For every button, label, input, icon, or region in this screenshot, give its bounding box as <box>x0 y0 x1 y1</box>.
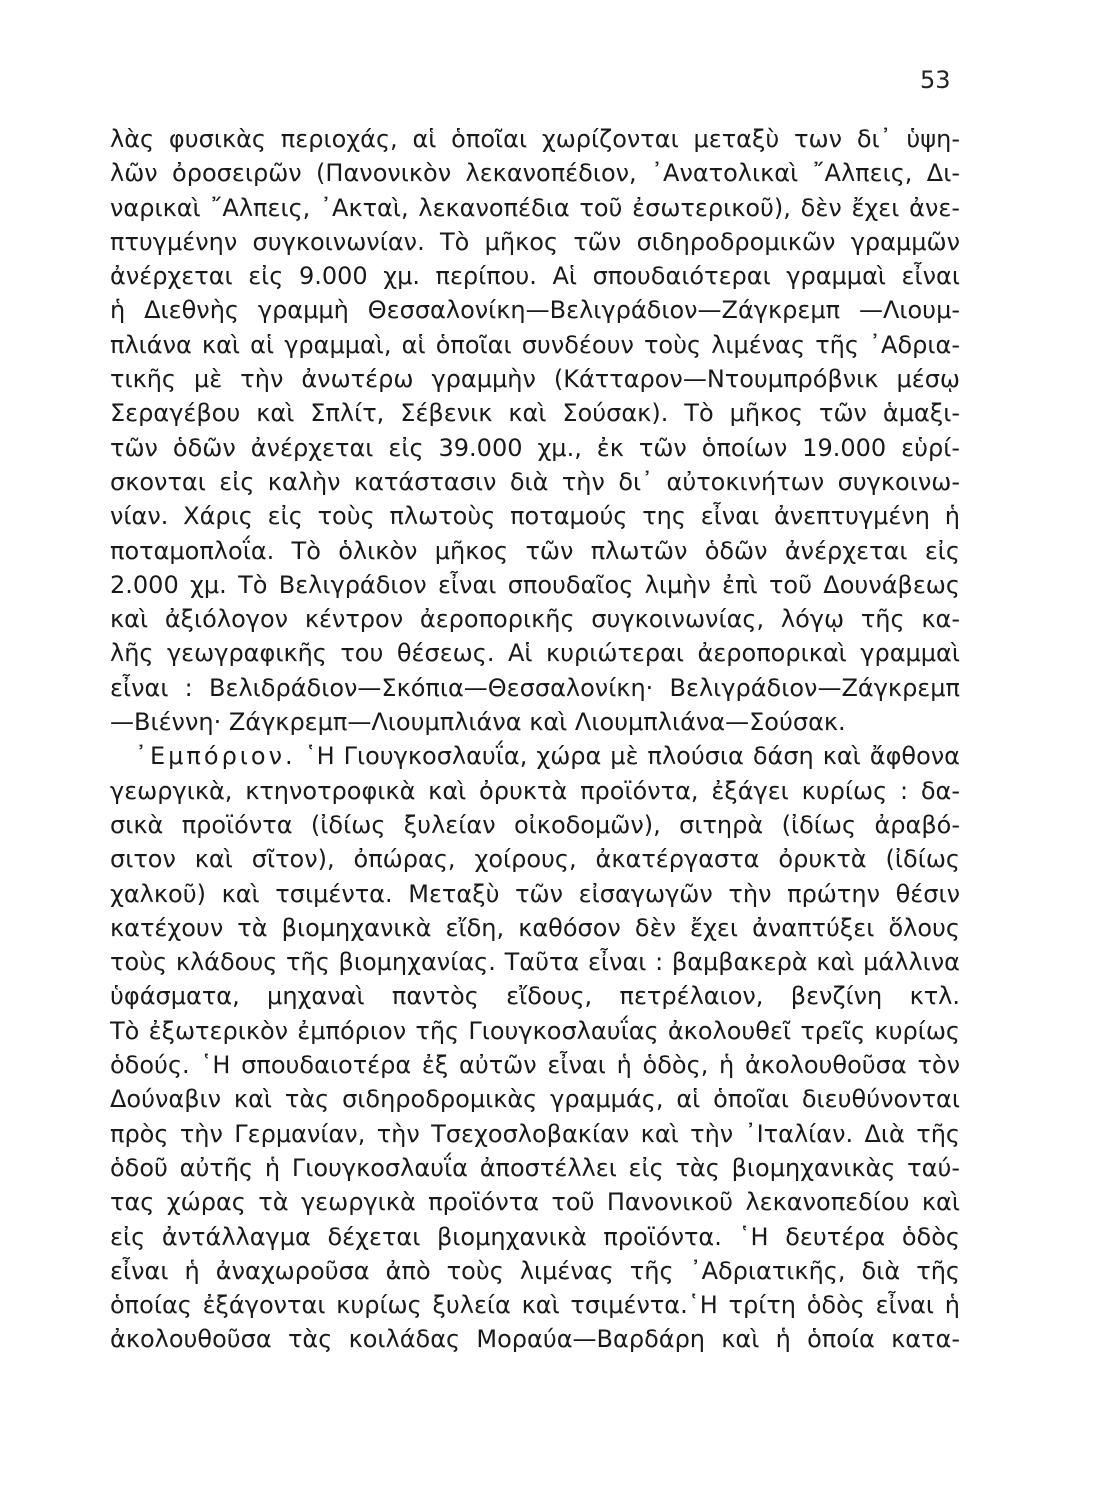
page-number: 53 <box>920 66 951 94</box>
text-line: κατέχουν τὰ βιομηχανικὰ εἴδη, καθόσον δὲν ἔχει ἀναπτύξει ὅλους <box>110 913 960 942</box>
section-heading-emporion: ᾿Εμπόριον. <box>135 742 296 771</box>
text-line: νίαν. Χάρις εἰς τοὺς πλωτοὺς ποταμούς της εἶναι ἀνεπτυγμένη ἡ <box>110 502 960 531</box>
text-line: ὁδοῦ αὐτῆς ἡ Γιουγκοσλαυΐα ἀποστέλλει εἰς τὰς βιομηχανικὰς ταύ- <box>110 1153 960 1182</box>
text-line: ὁποίας ἐξάγονται κυρίως ξυλεία καὶ τσιμέντα.῾Η τρίτη ὁδὸς εἶναι ἡ <box>110 1291 960 1320</box>
text-line: Τὸ ἐξωτερικὸν ἐμπόριον τῆς Γιουγκοσλαυΐας ἀκολουθεῖ τρεῖς κυρίως <box>110 1016 960 1045</box>
text-line: ἡ Διεθνὴς γραμμὴ Θεσσαλονίκη—Βελιγράδιον—Ζάγκρεμπ —Λιουμ- <box>110 296 960 325</box>
text-line: τῶν ὁδῶν ἀνέρχεται εἰς 39.000 χμ., ἐκ τῶν ὁποίων 19.000 εὑρί- <box>110 433 960 462</box>
text-line: ἀκολουθοῦσα τὰς κοιλάδας Μοραύα—Βαρδάρη καὶ ἡ ὁποία κατα- <box>110 1325 960 1354</box>
text-line: σιτον καὶ σῖτον), ὀπώρας, χοίρους, ἀκατέργαστα ὀρυκτὰ (ἰδίως <box>110 845 960 874</box>
text-line: λῶν ὀροσειρῶν (Πανονικὸν λεκανοπέδιον, ᾿Ανατολικαὶ ῎Αλπεις, Δι- <box>110 159 960 188</box>
text-line: τοὺς κλάδους τῆς βιομηχανίας. Ταῦτα εἶναι : βαμβακερὰ καὶ μάλλινα <box>110 948 960 977</box>
text-line: ὑφάσματα, μηχαναὶ παντὸς εἴδους, πετρέλαιον, βενζίνη κτλ. <box>110 982 960 1011</box>
text-line: λὰς φυσικὰς περιοχάς, αἱ ὁποῖαι χωρίζονται μεταξὺ των δι᾿ ὑψη- <box>110 125 960 153</box>
text-line: 2.000 χμ. Τὸ Βελιγράδιον εἶναι σπουδαῖος λιμὴν ἐπὶ τοῦ Δουνάβεως <box>110 570 960 599</box>
text-line: —Βιέννη· Ζάγκρεμπ—Λιουμπλιάνα καὶ Λιουμπλιάνα—Σούσακ. <box>110 708 846 737</box>
body-text <box>110 122 960 1357</box>
text-line: σικὰ προϊόντα (ἰδίως ξυλείαν οἰκοδομῶν), σιτηρὰ (ἰδίως ἀραβό- <box>110 810 960 839</box>
text-line: Δούναβιν καὶ τὰς σιδηροδρομικὰς γραμμάς, αἱ ὁποῖαι διευθύνονται <box>110 1085 960 1114</box>
text-line: τας χώρας τὰ γεωργικὰ προϊόντα τοῦ Πανονικοῦ λεκανοπεδίου καὶ <box>110 1188 960 1217</box>
text-line: λῆς γεωγραφικῆς του θέσεως. Αἱ κυριώτεραι ἀεροπορικαὶ γραμμαὶ <box>110 639 960 668</box>
text-line: τικῆς μὲ τὴν ἀνωτέρω γραμμὴν (Κάτταρον—Ντουμπρόβνικ μέσῳ <box>110 365 960 394</box>
text-line: σκονται εἰς καλὴν κατάστασιν διὰ τὴν δι᾿ αὐτοκινήτων συγκοινω- <box>110 467 960 496</box>
emporion-first-line <box>110 739 960 773</box>
text-line: εἶναι : Βελιδράδιον—Σκόπια—Θεσσαλονίκη· Βελιγράδιον—Ζάγκρεμπ <box>110 673 960 702</box>
text-line: γεωργικὰ, κτηνοτροφικὰ καὶ ὀρυκτὰ προϊόντα, ἐξάγει κυρίως : δα- <box>110 776 960 805</box>
text-line: καὶ ἀξιόλογον κέντρον ἀεροπορικῆς συγκοινωνίας, λόγῳ τῆς κα- <box>110 605 960 634</box>
text-line: ὁδούς. ῾Η σπουδαιοτέρα ἐξ αὐτῶν εἶναι ἡ ὁδὸς, ἡ ἀκολουθοῦσα τὸν <box>110 1051 960 1080</box>
text-line: ναρικαὶ ῎Αλπεις, ᾿Ακταὶ, λεκανοπέδια τοῦ ἐσωτερικοῦ), δὲν ἔχει ἀνε- <box>110 193 960 222</box>
text-line: ἀνέρχεται εἰς 9.000 χμ. περίπου. Αἱ σπουδαιότεραι γραμμαὶ εἶναι <box>110 262 960 291</box>
text-line: χαλκοῦ) καὶ τσιμέντα. Μεταξὺ τῶν εἰσαγωγῶν τὴν πρώτην θέσιν <box>110 879 960 908</box>
text-line: ποταμοπλοΐα. Τὸ ὁλικὸν μῆκος τῶν πλωτῶν ὁδῶν ἀνέρχεται εἰς <box>110 536 960 565</box>
text-line: εἶναι ἡ ἀναχωροῦσα ἀπὸ τοὺς λιμένας τῆς ᾿Αδριατικῆς, διὰ τῆς <box>110 1256 960 1285</box>
text-line: Σεραγέβου καὶ Σπλίτ, Σέβενικ καὶ Σούσακ). Τὸ μῆκος τῶν ἁμαξι- <box>110 399 960 428</box>
emporion-first-line-text: ῾Η Γιουγκοσλαυΐα, χώρα μὲ πλούσια δάση καὶ ἄφθονα <box>304 742 960 771</box>
text-line: πρὸς τὴν Γερμανίαν, τὴν Τσεχοσλοβακίαν καὶ τὴν ᾿Ιταλίαν. Διὰ τῆς <box>110 1119 960 1148</box>
text-line: εἰς ἀντάλλαγμα δέχεται βιομηχανικὰ προϊόντα. ῾Η δευτέρα ὁδὸς <box>110 1222 960 1251</box>
text-line: πλιάνα καὶ αἱ γραμμαὶ, αἱ ὁποῖαι συνδέουν τοὺς λιμένας τῆς ᾿Αδρια- <box>110 330 960 359</box>
text-line: πτυγμένην συγκοινωνίαν. Τὸ μῆκος τῶν σιδηροδρομικῶν γραμμῶν <box>110 227 960 256</box>
